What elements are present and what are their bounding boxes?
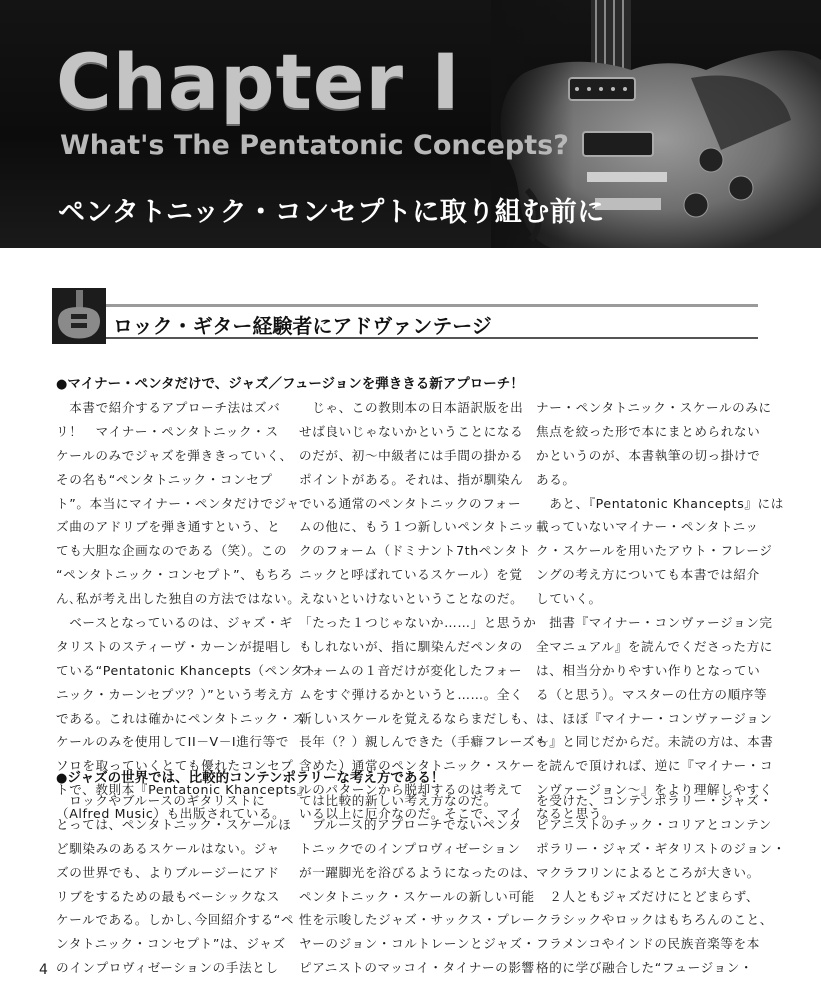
- text-line: あと、『Pentatonic Khancepts』には: [536, 495, 784, 511]
- text-line: ルのパターンから脱却するのは考えて: [299, 782, 524, 798]
- text-line: は、相当分かりやすい作りとなってい: [536, 662, 761, 678]
- text-line: クのフォーム（ドミナント7thペンタト: [299, 543, 532, 559]
- text-line: ニック・カーンセプツ？）”という考え方: [56, 686, 294, 702]
- text-line: ト”。本当にマイナー・ペンタだけでジャ: [56, 495, 300, 511]
- text-line: ある。: [536, 471, 576, 487]
- text-line: “ペンタトニック・コンセプト”、もちろ: [56, 567, 294, 583]
- subsection-heading-text: ジャズの世界では、比較的コンテンポラリーな考え方である！: [67, 770, 445, 786]
- text-column: [56, 396, 317, 826]
- text-line: ポラリー・ジャズ・ギタリストのジョン・: [536, 840, 786, 856]
- bullet-icon: ●: [56, 377, 68, 392]
- text-line: ソロを取っていくとても優れたコンセプ: [56, 758, 294, 774]
- text-line: トニックでのインプロヴィゼーション: [299, 840, 521, 856]
- text-line: は、ほぼ『マイナー・コンヴァージョン: [536, 710, 773, 726]
- text-line: ては比較的新しい考え方なのだ。: [299, 793, 497, 808]
- text-line: ンヴァージョン～』をより理解しやすく: [536, 782, 773, 798]
- text-line: 焦点を絞った形で本にまとめられない: [536, 423, 761, 439]
- text-line: その名も“ペンタトニック・コンセプ: [56, 471, 273, 487]
- text-line: リ！ マイナー・ペンタトニック・ス: [56, 423, 279, 439]
- text-line: ムをすぐ弾けるかというと……。全く: [299, 686, 524, 702]
- text-line: ヤーのジョン・コルトレーンとジャズ・: [299, 936, 536, 952]
- text-line: 性を示唆したジャズ・サックス・プレー: [299, 912, 536, 928]
- text-line: じゃ、この教則本の日本語訳版を出: [299, 400, 524, 415]
- text-line: ズ曲のアドリブを弾き通すという、と: [56, 519, 281, 535]
- text-line: フラメンコやインドの民族音楽等を本: [536, 936, 760, 952]
- text-line: ２人ともジャズだけにとどまらず、: [536, 888, 760, 904]
- text-line: タリストのスティーヴ・カーンが提唱し: [56, 638, 292, 654]
- text-line: ケールのみを使用してII－V－I進行等で: [56, 734, 290, 750]
- text-line: ク・スケールを用いたアウト・フレージ: [536, 543, 773, 559]
- subsection-heading: [56, 766, 444, 786]
- text-line: 含めた）通常のペンタトニック・スケー: [299, 758, 535, 774]
- text-line: せば良いじゃないかということになる: [299, 423, 524, 439]
- banner-rule-top: [106, 304, 758, 307]
- text-line: 「たった１つじゃないか……」と思うか: [299, 615, 537, 631]
- text-line: ブルース的アプローチでないペンタ: [299, 816, 522, 832]
- text-line: が一躍脚光を浴びるようになったのは、: [299, 864, 537, 880]
- text-column: [536, 396, 784, 826]
- text-line: もしれないが、指に馴染んだペンタの: [299, 638, 523, 654]
- text-line: ん､私が考え出した独自の方法ではない。: [56, 591, 301, 607]
- text-line: ニックと呼ばれているスケール）を覚: [299, 567, 523, 583]
- text-line: かというのが、本書執筆の切っ掛けで: [536, 447, 761, 463]
- text-line: トで、教則本『Pentatonic Khancepts』: [56, 782, 310, 798]
- text-column: [299, 789, 537, 980]
- text-line: ピアニストのマッコイ・タイナーの影響: [299, 960, 535, 976]
- text-line: のだが、初～中級者には手間の掛かる: [299, 447, 524, 463]
- text-line: マクラフリンによるところが大きい。: [536, 864, 760, 880]
- text-line: ンタトニック・コンセプト”は、ジャズ: [56, 936, 286, 952]
- text-line: ケールである。しかし､今回紹介する“ペ: [56, 912, 295, 928]
- text-line: （Alfred Music）も出版されている。: [56, 806, 286, 822]
- bullet-icon: ●: [56, 771, 68, 786]
- chapter-subtitle: What's The Pentatonic Concepts?: [60, 130, 569, 161]
- text-line: ている“Pentatonic Khancepts（ペンタト: [56, 662, 317, 678]
- text-column: [299, 396, 549, 826]
- text-line: ピアニストのチック・コリアとコンテン: [536, 816, 772, 832]
- text-line: していく。: [536, 591, 602, 607]
- text-line: ても大胆な企画なのである（笑）。この: [56, 543, 288, 559]
- page-number: 4: [39, 962, 48, 978]
- text-line: のインプロヴィゼーションの手法とし: [56, 960, 279, 976]
- text-line: とっては、ペンタトニック・スケールほ: [56, 816, 292, 832]
- text-line: ムの他に、もう１つ新しいペンタトニッ: [299, 519, 535, 535]
- text-line: 格的に学び融合した“フュージョン・: [536, 960, 754, 976]
- text-line: を読んで頂ければ、逆に『マイナー・コ: [536, 758, 774, 774]
- text-line: フォームの１音だけが変化したフォー: [299, 662, 523, 678]
- text-line: ペンタトニック・スケールの新しい可能: [299, 888, 535, 904]
- text-line: なると思う。: [536, 806, 616, 822]
- text-line: ナー・ペンタトニック・スケールのみに: [536, 400, 772, 415]
- text-line: を受けた、コンテンポラリー・ジャズ・: [536, 793, 773, 808]
- subsection-heading-text: マイナー・ペンタだけで、ジャズ／フュージョンを弾ききる新アプローチ！: [67, 376, 524, 392]
- text-line: クラシックやロックはもちろんのこと、: [536, 912, 773, 928]
- text-line: 全マニュアル』を読んでくださった方に: [536, 638, 773, 654]
- text-line: ングの考え方についても本書では紹介: [536, 567, 760, 583]
- text-line: 拙書『マイナー・コンヴァージョン完: [536, 615, 773, 631]
- text-line: でいる通常のペンタトニックのフォー: [299, 495, 522, 511]
- text-line: 長年（？）親しんできた（手癖フレーズも: [299, 734, 549, 750]
- text-line: ベースとなっているのは、ジャズ・ギ: [56, 615, 293, 631]
- text-line: る（と思う）。マスターの仕方の順序等: [536, 686, 768, 702]
- guitar-thumbnail-icon: [52, 288, 106, 344]
- text-line: 載っていないマイナー・ペンタトニッ: [536, 519, 759, 535]
- text-line: リブをするための最もベーシックなス: [56, 888, 280, 904]
- text-line: ズの世界でも、よりブルージーにアド: [56, 864, 280, 880]
- section-title: ロック・ギター経験者にアドヴァンテージ: [113, 314, 492, 338]
- text-line: である。これは確かにペンタトニック・ス: [56, 710, 306, 726]
- text-line: ポイントがある。それは、指が馴染ん: [299, 471, 524, 487]
- text-line: えないといけないということなのだ。: [299, 591, 524, 607]
- chapter-header: [0, 0, 821, 248]
- text-line: いる以上に厄介なのだ。そこで、マイ: [299, 806, 523, 822]
- chapter-title: Chapter I: [56, 37, 461, 126]
- text-line: ど馴染みのあるスケールはない。ジャ: [56, 840, 280, 856]
- text-line: ロックやブルースのギタリストに: [56, 793, 266, 808]
- chapter-tagline: ペンタトニック・コンセプトに取り組む前に: [58, 197, 605, 228]
- text-line: ～』と同じだからだ。未読の方は、本書: [536, 734, 774, 750]
- subsection-heading: [56, 372, 524, 392]
- text-line: ケールのみでジャズを弾ききっていく、: [56, 447, 293, 463]
- text-line: 新しいスケールを覚えるならまだしも、: [299, 710, 537, 726]
- text-line: 本書で紹介するアプローチ法はズバ: [56, 400, 281, 415]
- section-banner: [52, 288, 758, 348]
